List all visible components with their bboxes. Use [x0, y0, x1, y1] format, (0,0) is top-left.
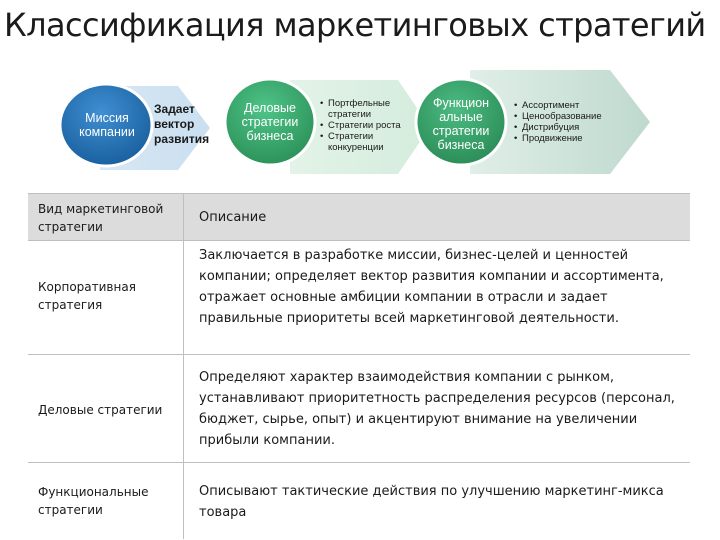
table-header-row [28, 193, 690, 241]
functional-strategies-list [514, 100, 624, 144]
list-item: • Стратегии роста [320, 120, 420, 131]
row-description: Заключается в разработке миссии, бизнес-целей и ценностей компании; определяет вектор развития компании и ассортимента, отражает основные амбиции компании в отрасли и задает правильные приоритеты всей маркетинговой деятельности. [199, 248, 664, 326]
row-description: Описывают тактические действия по улучшению маркетинг-микса товара [199, 484, 664, 520]
strategy-diagram [0, 0, 720, 190]
circle-functional-label: Функцион альные стратегии бизнеса [432, 96, 490, 152]
circle-mission-label: Миссия компании [79, 111, 135, 139]
diagram-shapes [0, 0, 720, 190]
table-row [28, 240, 690, 355]
list-item: • Портфельные стратегии [320, 98, 420, 120]
header-type: Вид маркетинговой стратегии [38, 202, 164, 234]
list-item: • Продвижение [514, 133, 624, 144]
list-item: • Стратегии конкуренции [320, 131, 420, 153]
header-description: Описание [199, 210, 267, 225]
page-title: Классификация маркетинговых стратегий [4, 6, 706, 44]
circle-business-label: Деловые стратегии бизнеса [241, 101, 299, 143]
row-type: Корпоративная стратегия [38, 280, 136, 312]
table-row [28, 355, 690, 463]
table-row [28, 463, 690, 539]
row-type: Деловые стратегии [38, 403, 163, 417]
list-item: • Ассортимент [514, 100, 624, 111]
list-item: • Дистрибуция [514, 122, 624, 133]
list-item: • Ценообразование [514, 111, 624, 122]
column-divider [183, 193, 184, 539]
arrow-sets-vector-label: Задает вектор развития [154, 102, 210, 146]
business-strategies-list [320, 98, 420, 153]
row-description: Определяют характер взаимодействия компании с рынком, устанавливают приоритетность распределения ресурсов (персонал, бюджет, сырье, опыт) и акцентируют внимание на увеличении прибыли компании. [199, 370, 675, 448]
row-type: Функциональные стратегии [38, 485, 149, 517]
